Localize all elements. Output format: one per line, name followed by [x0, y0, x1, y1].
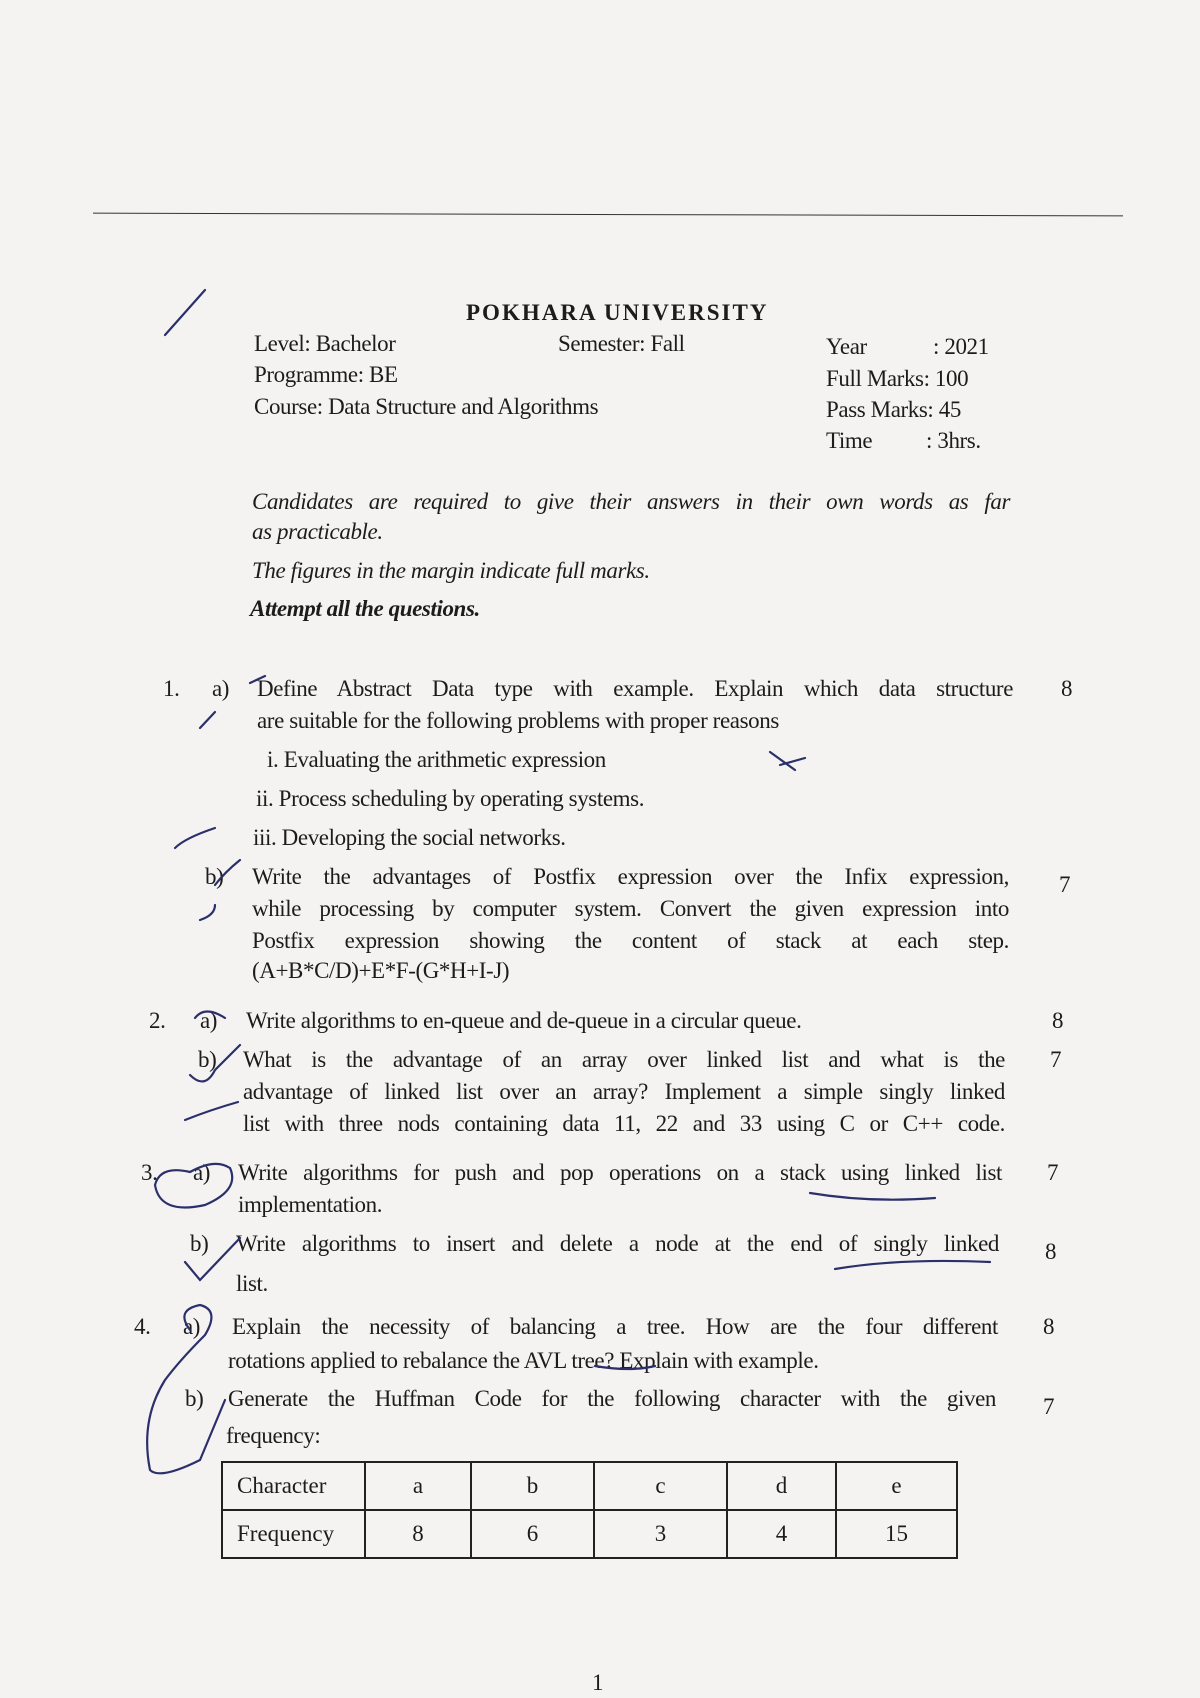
question-line: implementation.	[238, 1192, 383, 1217]
table-cell: 6	[471, 1510, 594, 1558]
sub-item: iii. Developing the social networks.	[253, 825, 566, 850]
part-label: b)	[198, 1047, 217, 1072]
question-number: 1.	[163, 676, 180, 701]
part-label: b)	[190, 1231, 209, 1256]
part-label: b)	[205, 864, 224, 889]
question-line: while processing by computer system. Convert the given expression into	[252, 896, 1009, 921]
table-cell: 15	[836, 1510, 957, 1558]
course: Course: Data Structure and Algorithms	[254, 394, 599, 419]
question-line: Define Abstract Data type with example. Explain which data structure	[257, 676, 1013, 701]
question-line: Postfix expression showing the content of stack at each step.	[252, 928, 1009, 953]
time-value: : 3hrs.	[926, 428, 981, 453]
question-line: What is the advantage of an array over linked list and what is the	[243, 1047, 1005, 1072]
table-header-cell: Character	[222, 1462, 365, 1510]
instruction-line: Candidates are required to give their answers in their own words as far	[252, 489, 1010, 514]
level: Level: Bachelor	[254, 331, 396, 356]
question-line: frequency:	[226, 1423, 321, 1448]
table-cell: 4	[727, 1510, 836, 1558]
pen-tick-mark	[175, 828, 215, 848]
question-line: list with three nods containing data 11, 22 and 33 using C or C++ code.	[243, 1111, 1005, 1136]
question-line: are suitable for the following problems with proper reasons	[257, 708, 779, 733]
pen-tick-mark	[200, 676, 265, 728]
pen-underline-mark	[595, 1193, 990, 1369]
question-line: Write algorithms to insert and delete a node at the end of singly linked	[236, 1231, 999, 1256]
marks: 8	[1061, 676, 1073, 701]
question-number: 3.	[141, 1160, 158, 1185]
table-cell: Frequency	[222, 1510, 365, 1558]
marks: 8	[1043, 1314, 1055, 1339]
time-label: Time	[826, 428, 873, 453]
marks: 8	[1045, 1239, 1057, 1264]
table-row	[222, 1510, 957, 1558]
table-header-cell: b	[471, 1462, 594, 1510]
question-line: list.	[236, 1271, 268, 1296]
table-header-cell: d	[727, 1462, 836, 1510]
table-cell: 8	[365, 1510, 471, 1558]
question-line: Write algorithms for push and pop operations on a stack using linked list	[238, 1160, 1002, 1185]
question-number: 4.	[134, 1314, 151, 1339]
table-header-cell: e	[836, 1462, 957, 1510]
full-marks: Full Marks: 100	[826, 366, 969, 391]
expression: (A+B*C/D)+E*F-(G*H+I-J)	[252, 958, 510, 983]
page-number: 1	[592, 1670, 604, 1695]
instruction-line: as practicable.	[252, 519, 383, 544]
semester: Semester: Fall	[558, 331, 685, 356]
table-header-cell: a	[365, 1462, 471, 1510]
instruction-line: The figures in the margin indicate full marks.	[252, 558, 650, 583]
marks: 7	[1050, 1047, 1062, 1072]
huffman-frequency-table	[221, 1461, 958, 1559]
part-label: a)	[193, 1160, 211, 1185]
pen-mark	[770, 752, 805, 770]
table-row	[222, 1462, 957, 1510]
instruction-line: Attempt all the questions.	[250, 596, 480, 621]
marks: 7	[1047, 1160, 1059, 1185]
part-label: a)	[183, 1314, 201, 1339]
question-line: Explain the necessity of balancing a tree. How are the four different	[232, 1314, 998, 1339]
question-line: Write the advantages of Postfix expression over the Infix expression,	[252, 864, 1009, 889]
marks: 8	[1052, 1008, 1064, 1033]
pen-slash-mark	[165, 290, 205, 335]
year-value: : 2021	[933, 334, 989, 359]
sub-item: i. Evaluating the arithmetic expression	[267, 747, 606, 772]
part-label: a)	[200, 1008, 218, 1033]
table-cell: 3	[594, 1510, 727, 1558]
year-label: Year	[826, 334, 867, 359]
question-line: advantage of linked list over an array? Implement a simple singly linked	[243, 1079, 1005, 1104]
question-line: Generate the Huffman Code for the following character with the given	[228, 1386, 996, 1411]
question-line: rotations applied to rebalance the AVL tree? Explain with example.	[228, 1348, 819, 1373]
question-line: Write algorithms to en-queue and de-queue in a circular queue.	[246, 1008, 802, 1033]
table-header-cell: c	[594, 1462, 727, 1510]
programme: Programme: BE	[254, 362, 398, 387]
pen-curve-mark	[185, 1102, 238, 1120]
marks: 7	[1043, 1394, 1055, 1419]
part-label: b)	[185, 1386, 204, 1411]
top-rule	[93, 213, 1123, 217]
question-number: 2.	[149, 1008, 166, 1033]
sub-item: ii. Process scheduling by operating systems.	[256, 786, 645, 811]
pass-marks: Pass Marks: 45	[826, 397, 961, 422]
university-title: POKHARA UNIVERSITY	[466, 300, 769, 325]
part-label: a)	[212, 676, 230, 701]
marks: 7	[1059, 872, 1071, 897]
